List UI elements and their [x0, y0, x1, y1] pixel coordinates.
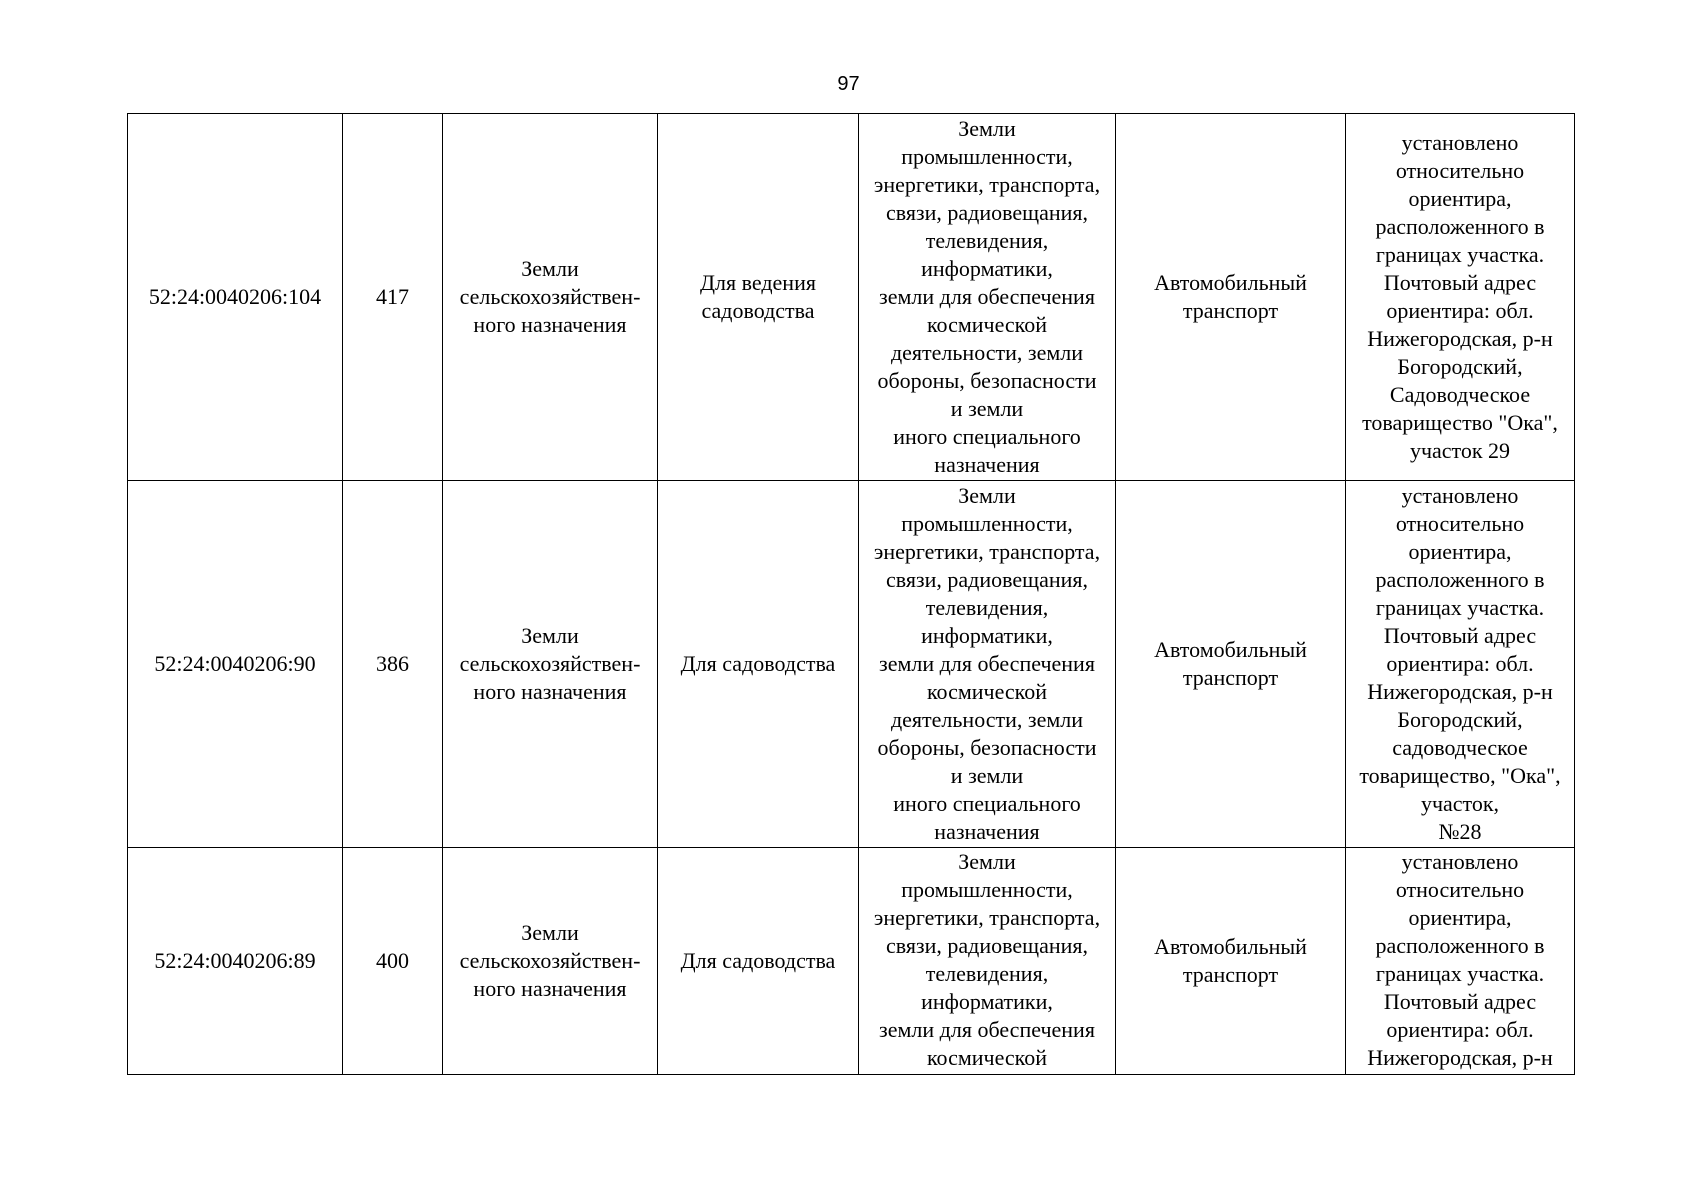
area-cell: 417: [343, 114, 443, 481]
table-row: [128, 481, 1575, 848]
cadastral-number-cell: 52:24:0040206:90: [128, 481, 343, 848]
adjacent-lands-cell: Земли промышленности, энергетики, транспорта, связи, радиовещания, телевидения, информатики, земли для обеспечения космической: [859, 848, 1116, 1075]
transport-cell: Автомобильный транспорт: [1116, 848, 1346, 1075]
area-cell: 386: [343, 481, 443, 848]
adjacent-lands-cell: Земли промышленности, энергетики, транспорта, связи, радиовещания, телевидения, информатики, земли для обеспечения космической деятельности, земли обороны, безопасности и земли иного специального назначения: [859, 114, 1116, 481]
address-cell: установлено относительно ориентира, расположенного в границах участка. Почтовый адрес ориентира: обл. Нижегородская, р-н: [1346, 848, 1575, 1075]
page-number: 97: [837, 73, 860, 95]
permitted-use-cell: Для садоводства: [658, 481, 859, 848]
transport-cell: Автомобильный транспорт: [1116, 481, 1346, 848]
land-plots-table: [127, 113, 1575, 1075]
land-category-cell: Земли сельскохозяйствен- ного назначения: [443, 114, 658, 481]
permitted-use-cell: Для ведения садоводства: [658, 114, 859, 481]
table-row: [128, 114, 1575, 481]
permitted-use-cell: Для садоводства: [658, 848, 859, 1075]
table-row: [128, 848, 1575, 1075]
cadastral-number-cell: 52:24:0040206:104: [128, 114, 343, 481]
adjacent-lands-cell: Земли промышленности, энергетики, транспорта, связи, радиовещания, телевидения, информатики, земли для обеспечения космической деятельности, земли обороны, безопасности и земли иного специального назначения: [859, 481, 1116, 848]
land-category-cell: Земли сельскохозяйствен- ного назначения: [443, 481, 658, 848]
land-category-cell: Земли сельскохозяйствен- ного назначения: [443, 848, 658, 1075]
cadastral-number-cell: 52:24:0040206:89: [128, 848, 343, 1075]
address-cell: установлено относительно ориентира, расположенного в границах участка. Почтовый адрес ориентира: обл. Нижегородская, р-н Богородский, садоводческое товарищество, "Ока", участок, №28: [1346, 481, 1575, 848]
address-cell: установлено относительно ориентира, расположенного в границах участка. Почтовый адрес ориентира: обл. Нижегородская, р-н Богородский, Садоводческое товарищество "Ока", участок 29: [1346, 114, 1575, 481]
transport-cell: Автомобильный транспорт: [1116, 114, 1346, 481]
land-plots-table-container: [127, 113, 1575, 1075]
area-cell: 400: [343, 848, 443, 1075]
